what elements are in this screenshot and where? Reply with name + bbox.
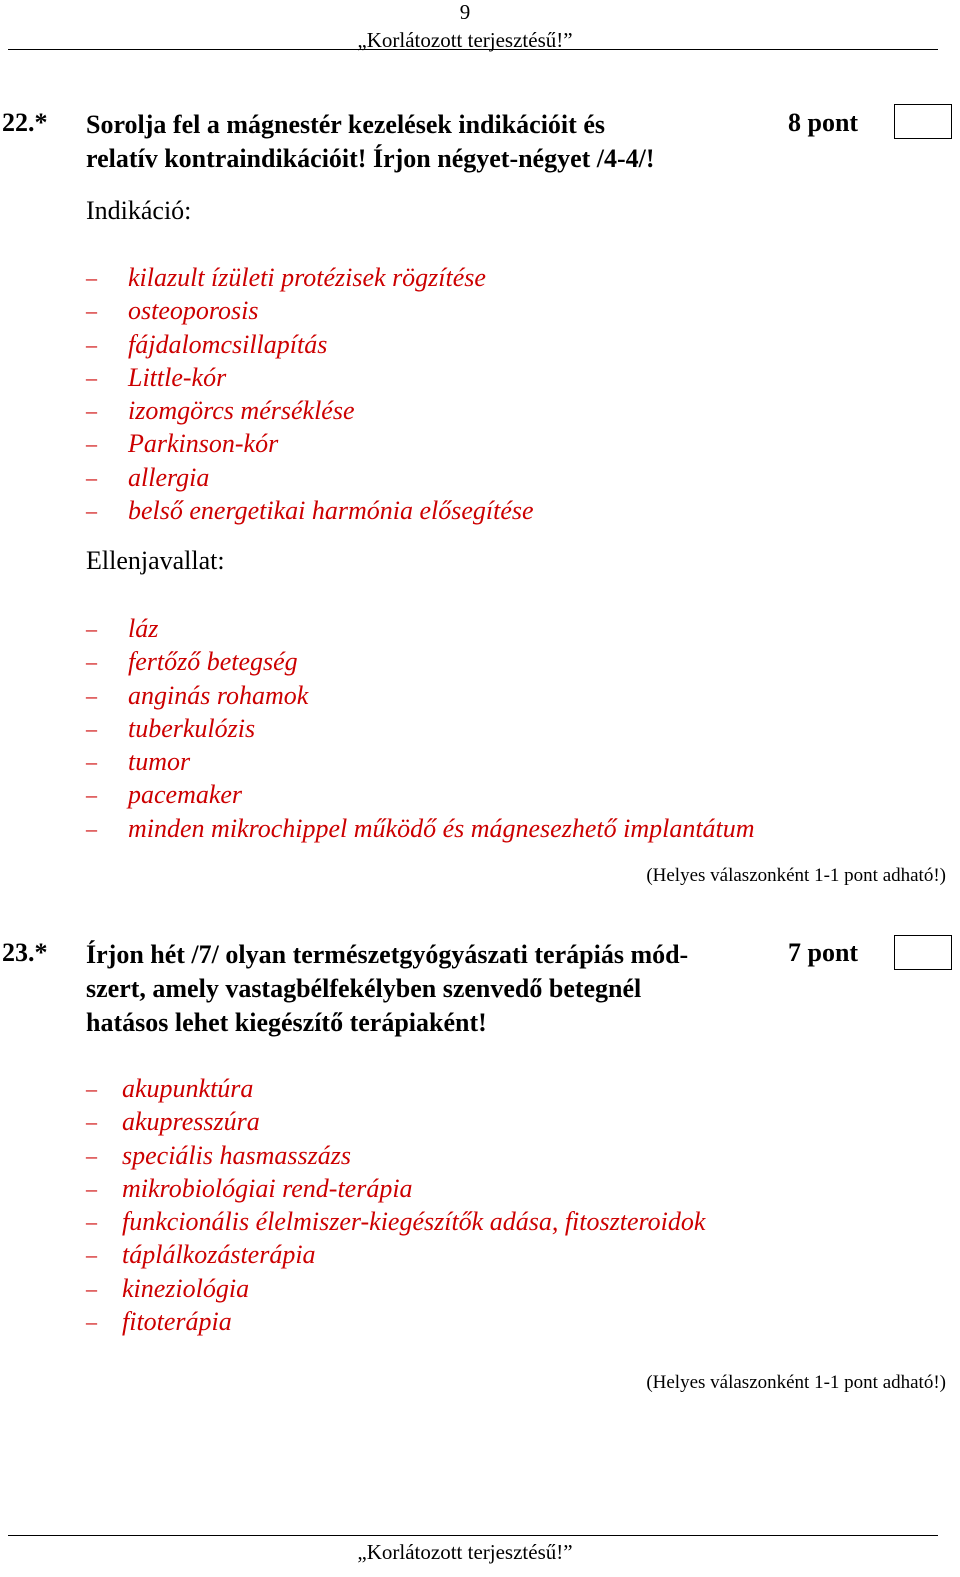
header-notice: „Korlátozott terjesztésű!” [357,28,573,52]
list-item-text: Little-kór [128,362,227,392]
question-23-prompt-line3: hatásos lehet kiegészítő terápiaként! [86,1008,487,1037]
list-item [86,612,755,645]
dash-bullet: – [86,298,97,324]
dash-bullet: – [86,398,97,424]
list-item [86,778,755,811]
dash-bullet: – [86,649,97,675]
list-item-text: mikrobiológiai rend-terápia [122,1173,413,1203]
dash-bullet: – [86,1076,97,1101]
dash-bullet: – [86,1309,97,1335]
list-item-text: funkcionális élelmiszer-kiegészítők adása, fitoszteroidok [122,1207,706,1237]
list-item-text: táplálkozásterápia [122,1240,316,1270]
question-23-answer-list [86,1072,705,1338]
list-item [86,645,755,678]
list-item [86,812,755,845]
question-22-prompt-line1: Sorolja fel a mágnestér kezelések indikációit és [86,110,605,139]
dash-bullet: – [86,749,97,775]
dash-bullet: – [86,331,97,357]
question-23-number: 23.* [2,938,48,967]
footer-notice: „Korlátozott terjesztésű!” [357,1540,573,1564]
dash-bullet: – [86,1209,97,1235]
list-item [86,461,534,494]
indication-list [86,261,534,527]
question-23-points: 7 pont [788,938,859,967]
list-item [86,261,534,294]
list-item-text: pacemaker [128,780,243,810]
question-23-prompt-line1: Írjon hét /7/ olyan természetgyógyászati terápiás mód- [86,940,689,969]
question-22-prompt [86,108,655,176]
indication-label: Indikáció: [86,196,192,225]
list-item-text: fitoterápia [122,1307,232,1337]
contraindication-list [86,612,755,845]
dash-bullet: – [86,1109,97,1135]
list-item [86,1072,705,1105]
dash-bullet: – [86,815,97,841]
list-item-text: akupunktúra [122,1074,254,1103]
dash-bullet: – [86,364,97,390]
list-item-text: tuberkulózis [128,713,256,743]
dash-bullet: – [86,682,97,708]
list-item-text: belső energetikai harmónia elősegítése [128,496,534,526]
question-22-score-box[interactable] [894,104,952,139]
list-item [86,361,534,394]
dash-bullet: – [86,782,97,808]
header-rule [8,49,938,50]
list-item [86,1272,705,1305]
list-item [86,1105,705,1138]
list-item [86,1172,705,1205]
dash-bullet: – [86,498,97,524]
question-23-prompt-line2: szert, amely vastagbélfekélyben szenvedő betegnél [86,974,642,1003]
dash-bullet: – [86,1275,97,1301]
question-22-scoring-note: (Helyes válaszonként 1-1 pont adható!) [646,865,946,886]
list-item-text: kilazult ízületi protézisek rögzítése [128,263,486,292]
list-item-text: tumor [128,747,191,777]
question-22-number: 22.* [2,108,48,137]
dash-bullet: – [86,715,97,741]
list-item-text: osteoporosis [128,296,259,326]
list-item [86,1305,705,1338]
question-23-score-box[interactable] [894,935,952,970]
list-item [86,712,755,745]
list-item-text: Parkinson-kór [128,429,279,459]
question-23-prompt [86,938,688,1040]
list-item-text: fertőző betegség [128,647,298,677]
list-item [86,394,534,427]
page-number: 9 [459,0,471,24]
list-item [86,328,534,361]
list-item [86,427,534,460]
dash-bullet: – [86,1175,97,1201]
list-item [86,745,755,778]
list-item [86,494,534,527]
list-item-text: izomgörcs mérséklése [128,396,355,426]
dash-bullet: – [86,616,97,641]
list-item-text: allergia [128,462,210,492]
list-item-text: minden mikrochippel működő és mágnesezhető implantátum [128,813,755,843]
dash-bullet: – [86,464,97,490]
dash-bullet: – [86,431,97,457]
list-item [86,1238,705,1271]
list-item-text: fájdalomcsillapítás [128,329,328,359]
list-item-text: akupresszúra [122,1107,260,1137]
list-item [86,679,755,712]
list-item [86,1139,705,1172]
list-item-text: speciális hasmasszázs [122,1140,351,1170]
list-item-text: láz [128,614,159,643]
footer-rule [8,1535,938,1536]
list-item [86,294,534,327]
question-23-scoring-note: (Helyes válaszonként 1-1 pont adható!) [646,1372,946,1393]
list-item [86,1205,705,1238]
dash-bullet: – [86,1242,97,1268]
list-item-text: anginás rohamok [128,680,309,710]
dash-bullet: – [86,1142,97,1168]
dash-bullet: – [86,265,97,290]
question-22-prompt-line2: relatív kontraindikációit! Írjon négyet-négyet /4-4/! [86,144,655,173]
contraindication-label: Ellenjavallat: [86,546,225,575]
list-item-text: kineziológia [122,1273,250,1303]
question-22-points: 8 pont [788,108,859,137]
